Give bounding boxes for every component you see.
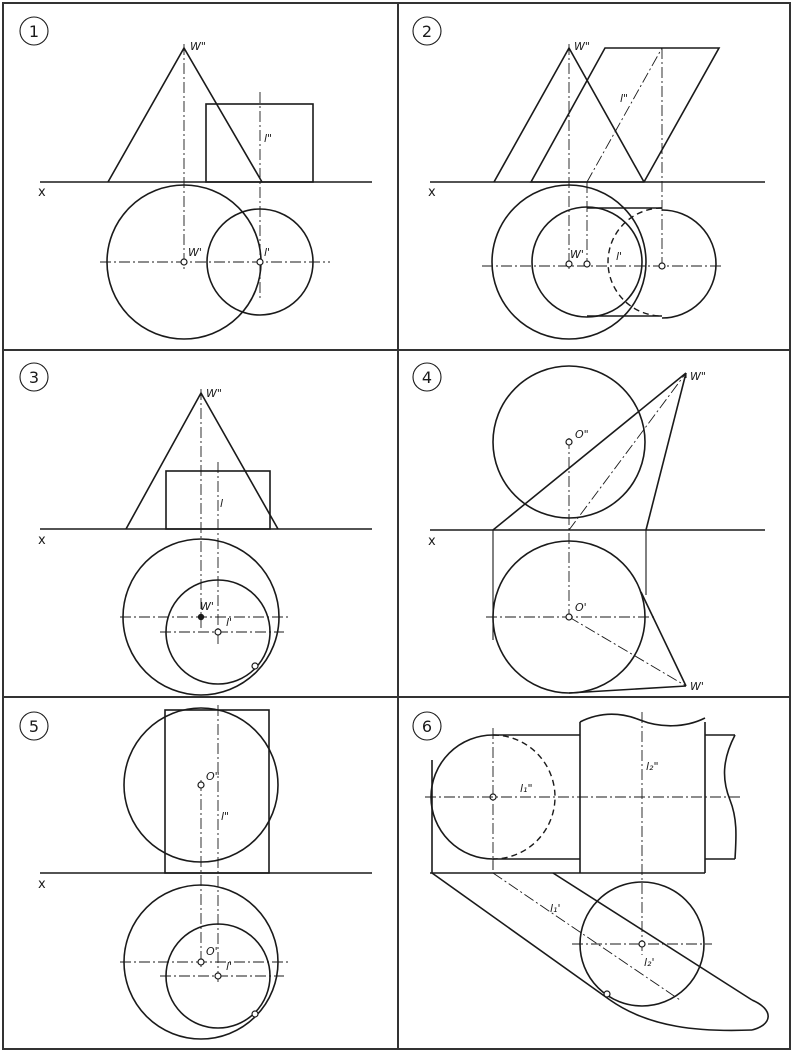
panel-number: 5 — [28, 717, 40, 736]
apex-top-point — [198, 614, 204, 620]
axis-label: x — [428, 534, 436, 549]
panel-2 — [413, 17, 765, 339]
label-apex-top: W' — [200, 600, 214, 613]
panel-number: 4 — [421, 368, 433, 387]
center-top-point — [566, 614, 572, 620]
axis-label: x — [38, 877, 46, 892]
apex-top-point — [181, 259, 187, 265]
tangent-point — [604, 991, 610, 997]
center-front-point — [566, 439, 572, 445]
panel-6 — [413, 712, 768, 1030]
label-l2-top: l₂' — [644, 956, 655, 969]
panel-number: 3 — [28, 368, 40, 387]
label-axis-top: l' — [264, 246, 271, 259]
label-center-front: O" — [575, 428, 589, 441]
axis-base-top-point — [584, 261, 590, 267]
axis-top-point — [215, 629, 221, 635]
axis-top-point — [257, 259, 263, 265]
label-axis-front: l" — [264, 132, 273, 145]
tangent-point — [252, 1011, 258, 1017]
oblique-cylinder-axis-front — [587, 48, 662, 182]
label-axis-top: l' — [616, 250, 623, 263]
label-l2-front: l₂" — [646, 760, 659, 773]
cylinder2-top-wavy-break — [580, 714, 705, 726]
center-front-point — [198, 782, 204, 788]
cone-axis-front — [569, 373, 686, 530]
panel-number: 6 — [421, 717, 433, 736]
cone-axis-top — [569, 617, 686, 686]
axis-top-point — [215, 973, 221, 979]
label-apex-front: W" — [690, 370, 706, 383]
label-center-top: O' — [575, 601, 587, 614]
label-l1-front: l₁" — [520, 782, 533, 795]
label-l1-top: l₁' — [550, 902, 561, 915]
label-axis-top: l' — [226, 616, 233, 629]
label-axis-front: l — [220, 497, 224, 510]
label-axis-top: l' — [226, 960, 233, 973]
cone-contour-top-lower — [569, 686, 686, 693]
label-apex-top: W' — [690, 680, 704, 693]
panel-5 — [20, 705, 372, 1039]
axis-label: x — [428, 185, 436, 200]
center-top-point — [198, 959, 204, 965]
cylinder-top-outer-arc — [662, 210, 716, 318]
axis-end-top-point — [659, 263, 665, 269]
cone-contour-front-left — [493, 373, 686, 530]
cone-contour-front-right — [646, 373, 686, 530]
cylinder2-center-point — [639, 941, 645, 947]
panel-number: 2 — [421, 22, 433, 41]
cone-front-view — [126, 393, 278, 529]
axis-label: x — [38, 533, 46, 548]
panel-4 — [413, 363, 765, 693]
label-axis-front: l" — [620, 92, 629, 105]
panel-3 — [20, 363, 372, 695]
cylinder1-oblique-end-wave — [752, 1000, 768, 1030]
axis-label: x — [38, 185, 46, 200]
cylinder-front-view — [206, 104, 313, 182]
label-apex-top: W' — [570, 248, 584, 261]
label-center-front: O" — [206, 770, 220, 783]
label-center-top: O' — [206, 945, 218, 958]
panel-number: 1 — [28, 22, 40, 41]
panel-1 — [20, 17, 372, 339]
label-apex-top: W' — [188, 246, 202, 259]
cone-contour-top-upper — [641, 592, 686, 686]
label-apex-front: W" — [206, 387, 222, 400]
tangent-point — [252, 663, 258, 669]
cone-front-view — [108, 48, 262, 182]
label-axis-front: l" — [221, 810, 230, 823]
label-apex-front: W" — [190, 40, 206, 53]
cylinder-front-view — [165, 710, 269, 873]
label-apex-front: W" — [574, 40, 590, 53]
apex-top-point — [566, 261, 572, 267]
